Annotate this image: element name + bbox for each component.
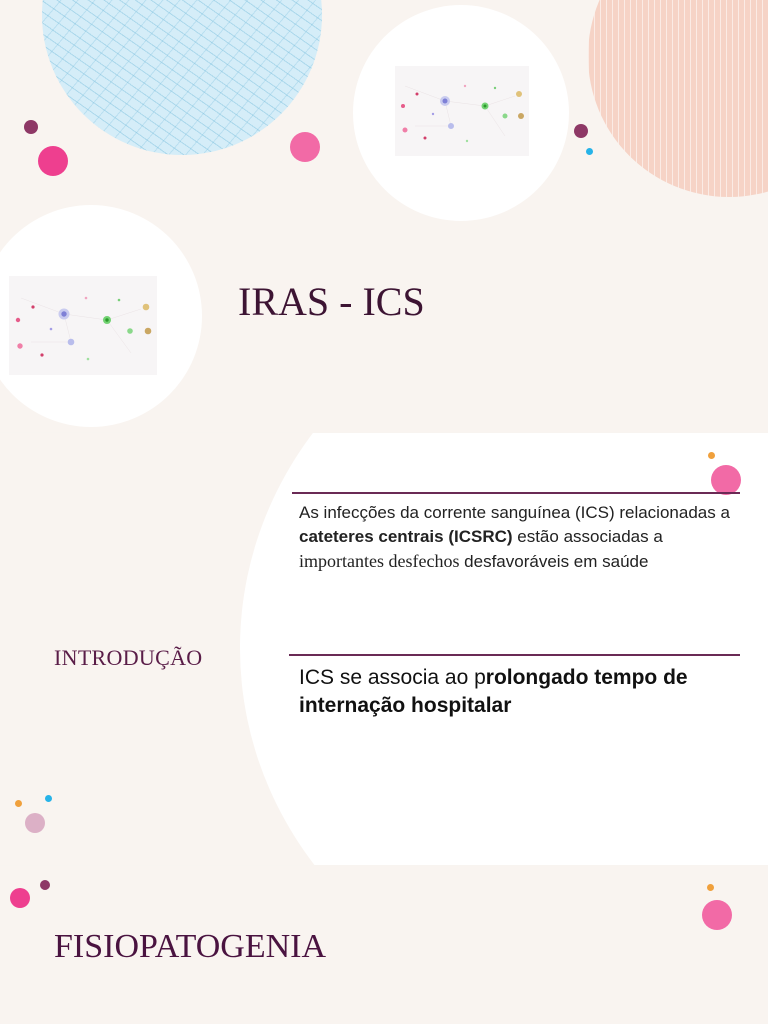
text-span: desfavoráveis em saúde [459, 552, 649, 571]
slide-title: IRAS - ICS [238, 279, 425, 324]
bold-text: rolongado tempo de internação hospitalar [299, 666, 688, 717]
decorative-dot [45, 795, 52, 802]
text-span: ICS se associa ao p [299, 666, 486, 689]
decorative-dot [707, 884, 714, 891]
decorative-dot [290, 132, 320, 162]
blue-pattern-circle [42, 0, 322, 155]
network-image [9, 276, 157, 375]
decorative-dot [586, 148, 593, 155]
decorative-dot [711, 465, 741, 495]
bold-text: cateteres centrais (ICSRC) [299, 527, 513, 546]
decorative-dot [708, 452, 715, 459]
decorative-dot [574, 124, 588, 138]
decorative-dot [702, 900, 732, 930]
section-label: INTRODUÇÃO [54, 645, 203, 670]
serif-text: importantes desfechos [299, 551, 460, 571]
network-graphic [395, 66, 529, 156]
slide-title: FISIOPATOGENIA [54, 928, 327, 965]
decorative-dot [38, 146, 68, 176]
decorative-dot [24, 120, 38, 134]
divider-line [292, 492, 740, 494]
paragraph-internacao [299, 664, 749, 720]
text-span: As infecções da corrente sanguínea (ICS) relacionadas a [299, 503, 730, 522]
white-panel [240, 433, 768, 865]
network-image [395, 66, 529, 156]
peach-pattern-circle [588, 0, 768, 197]
decorative-dot [10, 888, 30, 908]
fisiopatogenia-slide [0, 866, 768, 1024]
decorative-dot [25, 813, 45, 833]
network-graphic [9, 276, 157, 375]
decorative-dot [40, 880, 50, 890]
intro-slide [0, 433, 768, 865]
divider-line [289, 654, 740, 656]
decorative-dot [15, 800, 22, 807]
text-span: estão associadas a [512, 527, 663, 546]
title-slide [0, 0, 768, 432]
paragraph-icsrc [299, 501, 739, 574]
